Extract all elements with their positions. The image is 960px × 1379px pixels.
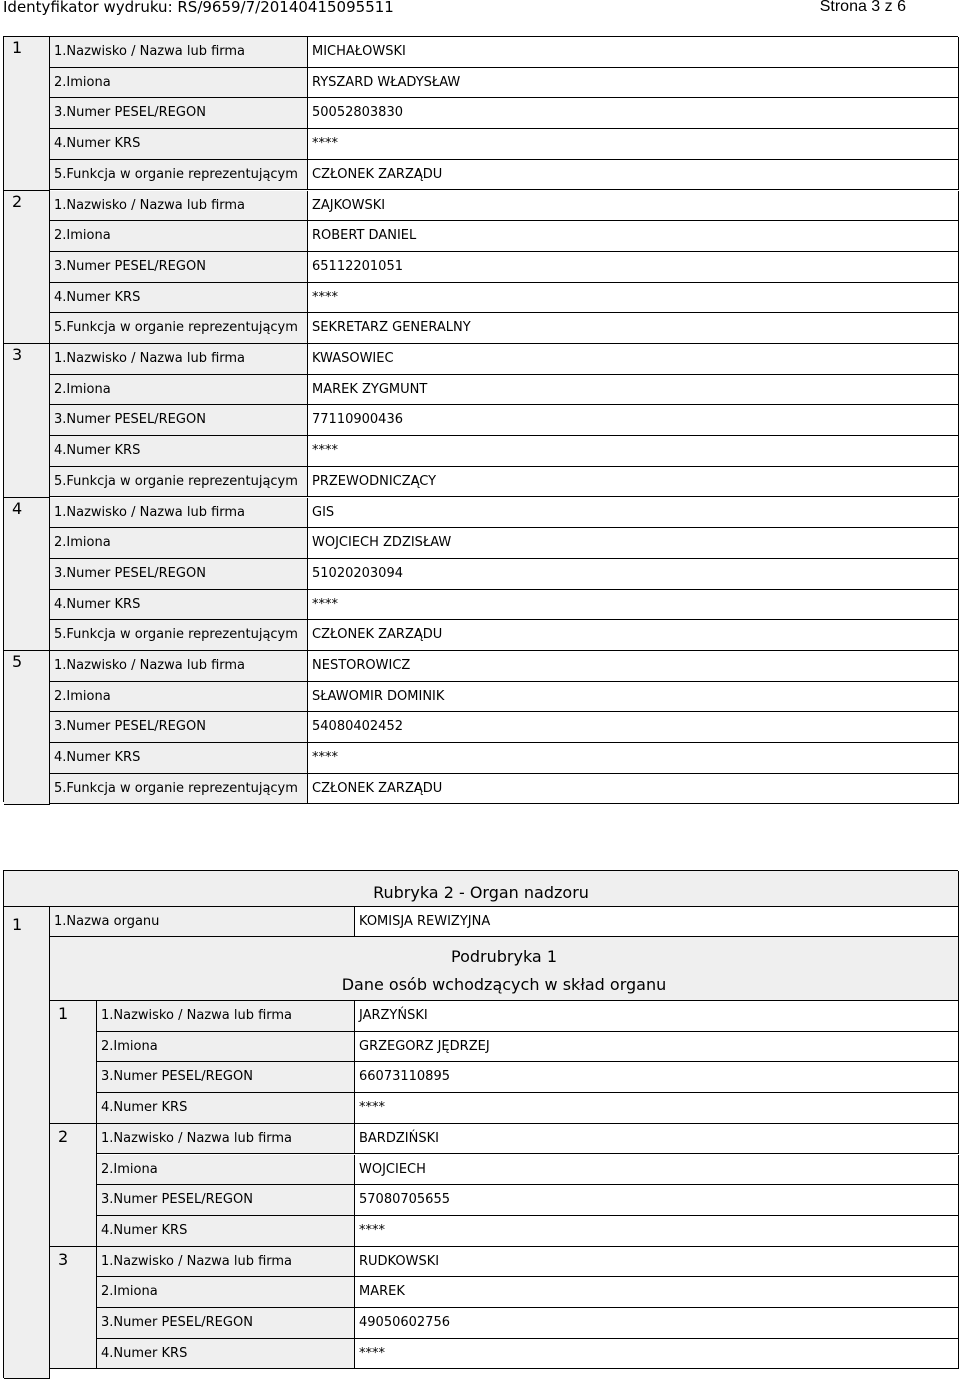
field-label: 3.Numer PESEL/REGON <box>50 712 308 743</box>
member-field-value: 66073110895 <box>355 1062 959 1093</box>
field-label: 5.Funkcja w organie reprezentującym <box>50 160 308 191</box>
field-value: SEKRETARZ GENERALNY <box>308 313 959 344</box>
member-field-value: MAREK <box>355 1277 959 1308</box>
member-field-label: 4.Numer KRS <box>97 1216 355 1247</box>
field-value: 54080402452 <box>308 712 959 743</box>
field-label: 4.Numer KRS <box>50 283 308 314</box>
page-number: Strona 3 z 6 <box>819 0 906 15</box>
member-field-value: JARZYŃSKI <box>355 1001 959 1032</box>
field-value: MICHAŁOWSKI <box>308 37 959 68</box>
field-label: 1.Nazwisko / Nazwa lub firma <box>50 651 308 682</box>
subsection-title-line1: Podrubryka 1 <box>451 947 557 966</box>
field-label: 1.Nazwisko / Nazwa lub firma <box>50 191 308 222</box>
field-value: CZŁONEK ZARZĄDU <box>308 620 959 651</box>
person-number: 4 <box>4 498 50 652</box>
field-label: 4.Numer KRS <box>50 743 308 774</box>
subsection-title-line2: Dane osób wchodzących w skład organu <box>341 975 667 994</box>
field-label: 2.Imiona <box>50 375 308 406</box>
member-field-label: 3.Numer PESEL/REGON <box>97 1062 355 1093</box>
member-field-label: 3.Numer PESEL/REGON <box>97 1185 355 1216</box>
member-field-value: GRZEGORZ JĘDRZEJ <box>355 1032 959 1063</box>
member-field-label: 4.Numer KRS <box>97 1339 355 1370</box>
field-label: 4.Numer KRS <box>50 436 308 467</box>
field-value: **** <box>308 590 959 621</box>
field-value: 65112201051 <box>308 252 959 283</box>
section-title: Rubryka 2 - Organ nadzoru <box>4 871 959 907</box>
field-label: 2.Imiona <box>50 68 308 99</box>
member-field-label: 1.Nazwisko / Nazwa lub firma <box>97 1001 355 1032</box>
supervisory-board-table <box>3 870 958 1378</box>
representation-table <box>3 36 958 802</box>
member-field-value: WOJCIECH <box>355 1155 959 1186</box>
field-value: KWASOWIEC <box>308 344 959 375</box>
organ-name-label: 1.Nazwa organu <box>50 907 355 937</box>
field-value: NESTOROWICZ <box>308 651 959 682</box>
field-value: CZŁONEK ZARZĄDU <box>308 160 959 191</box>
person-number: 1 <box>4 37 50 191</box>
field-value: MAREK ZYGMUNT <box>308 375 959 406</box>
field-value: SŁAWOMIR DOMINIK <box>308 682 959 713</box>
member-field-value: 49050602756 <box>355 1308 959 1339</box>
member-number: 3 <box>50 1247 97 1370</box>
member-field-value: **** <box>355 1093 959 1124</box>
member-field-label: 2.Imiona <box>97 1277 355 1308</box>
field-label: 3.Numer PESEL/REGON <box>50 405 308 436</box>
person-number: 2 <box>4 191 50 345</box>
field-label: 5.Funkcja w organie reprezentującym <box>50 620 308 651</box>
field-label: 5.Funkcja w organie reprezentującym <box>50 774 308 805</box>
member-field-label: 2.Imiona <box>97 1155 355 1186</box>
member-field-value: RUDKOWSKI <box>355 1247 959 1278</box>
field-value: **** <box>308 129 959 160</box>
field-label: 2.Imiona <box>50 528 308 559</box>
field-label: 1.Nazwisko / Nazwa lub firma <box>50 498 308 529</box>
field-label: 2.Imiona <box>50 221 308 252</box>
member-field-label: 3.Numer PESEL/REGON <box>97 1308 355 1339</box>
field-value: **** <box>308 283 959 314</box>
field-label: 5.Funkcja w organie reprezentującym <box>50 313 308 344</box>
field-label: 4.Numer KRS <box>50 129 308 160</box>
member-field-value: **** <box>355 1339 959 1370</box>
field-label: 3.Numer PESEL/REGON <box>50 98 308 129</box>
field-value: WOJCIECH ZDZISŁAW <box>308 528 959 559</box>
field-label: 1.Nazwisko / Nazwa lub firma <box>50 344 308 375</box>
field-value: **** <box>308 436 959 467</box>
person-number: 5 <box>4 651 50 805</box>
member-field-label: 1.Nazwisko / Nazwa lub firma <box>97 1124 355 1155</box>
field-label: 4.Numer KRS <box>50 590 308 621</box>
field-value: ROBERT DANIEL <box>308 221 959 252</box>
field-value: GIS <box>308 498 959 529</box>
member-field-value: BARDZIŃSKI <box>355 1124 959 1155</box>
field-value: PRZEWODNICZĄCY <box>308 467 959 498</box>
member-number: 1 <box>50 1001 97 1124</box>
field-value: ZAJKOWSKI <box>308 191 959 222</box>
organ-name-value: KOMISJA REWIZYJNA <box>355 907 959 937</box>
organ-number: 1 <box>4 907 50 1379</box>
member-field-label: 2.Imiona <box>97 1032 355 1063</box>
field-value: 51020203094 <box>308 559 959 590</box>
person-number: 3 <box>4 344 50 498</box>
member-field-label: 1.Nazwisko / Nazwa lub firma <box>97 1247 355 1278</box>
field-label: 3.Numer PESEL/REGON <box>50 559 308 590</box>
subsection-title <box>50 937 959 1001</box>
field-value: **** <box>308 743 959 774</box>
field-value: CZŁONEK ZARZĄDU <box>308 774 959 805</box>
field-value: RYSZARD WŁADYSŁAW <box>308 68 959 99</box>
member-number: 2 <box>50 1124 97 1247</box>
field-value: 77110900436 <box>308 405 959 436</box>
member-field-label: 4.Numer KRS <box>97 1093 355 1124</box>
field-label: 5.Funkcja w organie reprezentującym <box>50 467 308 498</box>
field-label: 3.Numer PESEL/REGON <box>50 252 308 283</box>
field-label: 2.Imiona <box>50 682 308 713</box>
page-header <box>0 0 960 16</box>
field-value: 50052803830 <box>308 98 959 129</box>
field-label: 1.Nazwisko / Nazwa lub firma <box>50 37 308 68</box>
print-identifier: Identyfikator wydruku: RS/9659/7/20140415095511 <box>3 0 394 16</box>
member-field-value: **** <box>355 1216 959 1247</box>
member-field-value: 57080705655 <box>355 1185 959 1216</box>
